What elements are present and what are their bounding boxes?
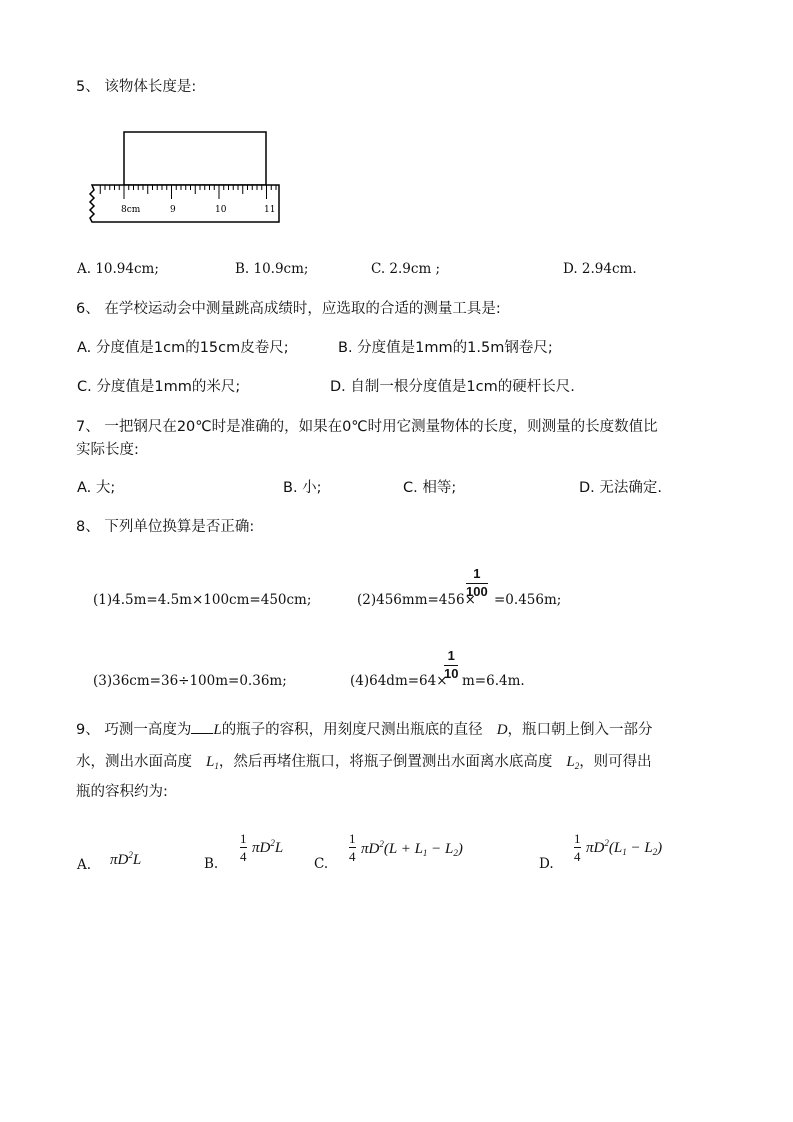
q9-option-a-formula: $\pi D^2L$: [110, 850, 142, 868]
ruler-label-8cm: 8cm: [121, 205, 141, 215]
q8-item4-denominator: 10: [444, 666, 459, 681]
q9-option-d-fraction: 1 4: [574, 831, 581, 864]
q9-option-b-formula: $\pi D^2L$: [252, 838, 284, 856]
q8-item2-denominator: 100: [466, 584, 488, 599]
q5-option-c: C. 2.9cm ;: [371, 261, 441, 277]
ruler-label-10: 10: [215, 205, 227, 215]
q6-option-b: B. 分度值是1mm的1.5m钢卷尺;: [338, 340, 553, 356]
q9-line2-a: 水，测出水面高度: [76, 754, 192, 770]
q9-option-c-label: C.: [314, 856, 329, 872]
q9-option-c-formula: $\pi D^2(L + L_1 - L_2)$: [361, 839, 463, 858]
q7-line2: 实际长度:: [76, 442, 139, 458]
var-L1: $L_1$: [206, 754, 219, 771]
q6-option-d: D. 自制一根分度值是1cm的硬杆长尺.: [330, 379, 575, 395]
q8-item2-numerator: 1: [473, 566, 481, 581]
q9-line1: [76, 721, 653, 738]
q7-option-a: A. 大;: [77, 480, 116, 496]
q9-line1-c: ，瓶口朝上倒入一部分: [507, 722, 653, 738]
ruler-label-11: 11: [264, 205, 276, 215]
var-D: D: [496, 722, 508, 738]
q8-item4-fraction: [444, 649, 458, 681]
q5-option-b: B. 10.9cm;: [235, 261, 309, 277]
q9-line3: 瓶的容积约为:: [76, 784, 168, 800]
q8-title: 8、 下列单位换算是否正确:: [76, 519, 255, 535]
q9-line2-b: ，然后再堵住瓶口，将瓶子倒置测出水面离水底高度: [218, 754, 553, 770]
q7-line1: 7、 一把钢尺在20℃时是准确的，如果在0℃时用它测量物体的长度，则测量的长度数值比: [76, 419, 658, 435]
q9-line1-b: 的瓶子的容积，用刻度尺测出瓶底的直径: [221, 722, 483, 738]
q9-option-a-label: A.: [77, 857, 92, 873]
q8-item2-fraction: [466, 567, 488, 599]
q7-option-c: C. 相等;: [403, 480, 457, 496]
q9-option-d-label: D.: [539, 856, 554, 872]
q8-item3: (3)36cm=36÷100m=0.36m;: [93, 673, 287, 689]
q6-option-c: C. 分度值是1mm的米尺;: [77, 379, 241, 395]
answer-blank: [191, 721, 213, 734]
q8-item4-post: m=6.4m.: [462, 673, 525, 689]
q9-option-d-formula: $\pi D^2(L_1 - L_2)$: [586, 838, 663, 857]
q5-option-d: D. 2.94cm.: [563, 261, 637, 277]
q9-option-b-label: B.: [204, 856, 219, 872]
var-L2: $L_2$: [566, 754, 580, 771]
q6-option-a: A. 分度值是1cm的15cm皮卷尺;: [77, 340, 289, 356]
ruler-diagram: [84, 128, 284, 228]
q8-item2-pre: (2)456mm=456×: [357, 592, 476, 608]
ruler-body: [90, 185, 279, 222]
var-L: L: [213, 722, 222, 738]
q9-option-b-fraction: 1 4: [240, 831, 247, 864]
q8-item4-numerator: 1: [447, 648, 455, 663]
q9-line2-c: ，则可得出: [579, 754, 652, 770]
measured-object: [124, 132, 266, 185]
q8-item1: (1)4.5m=4.5m×100cm=450cm;: [93, 592, 312, 608]
q5-option-a: A. 10.94cm;: [77, 261, 159, 277]
q9-line2: [76, 755, 652, 771]
q5-title: 5、 该物体长度是:: [76, 79, 197, 95]
q8-item2-post: =0.456m;: [494, 592, 562, 608]
q9-line1-a: 9、 巧测一高度为: [76, 722, 192, 738]
q9-option-c-fraction: 1 4: [349, 831, 356, 864]
q8-item4-pre: (4)64dm=64×: [350, 673, 448, 689]
q7-option-d: D. 无法确定.: [579, 480, 662, 496]
ruler-label-9: 9: [170, 205, 176, 215]
q6-title: 6、 在学校运动会中测量跳高成绩时，应选取的合适的测量工具是:: [76, 301, 501, 317]
q7-option-b: B. 小;: [283, 480, 322, 496]
